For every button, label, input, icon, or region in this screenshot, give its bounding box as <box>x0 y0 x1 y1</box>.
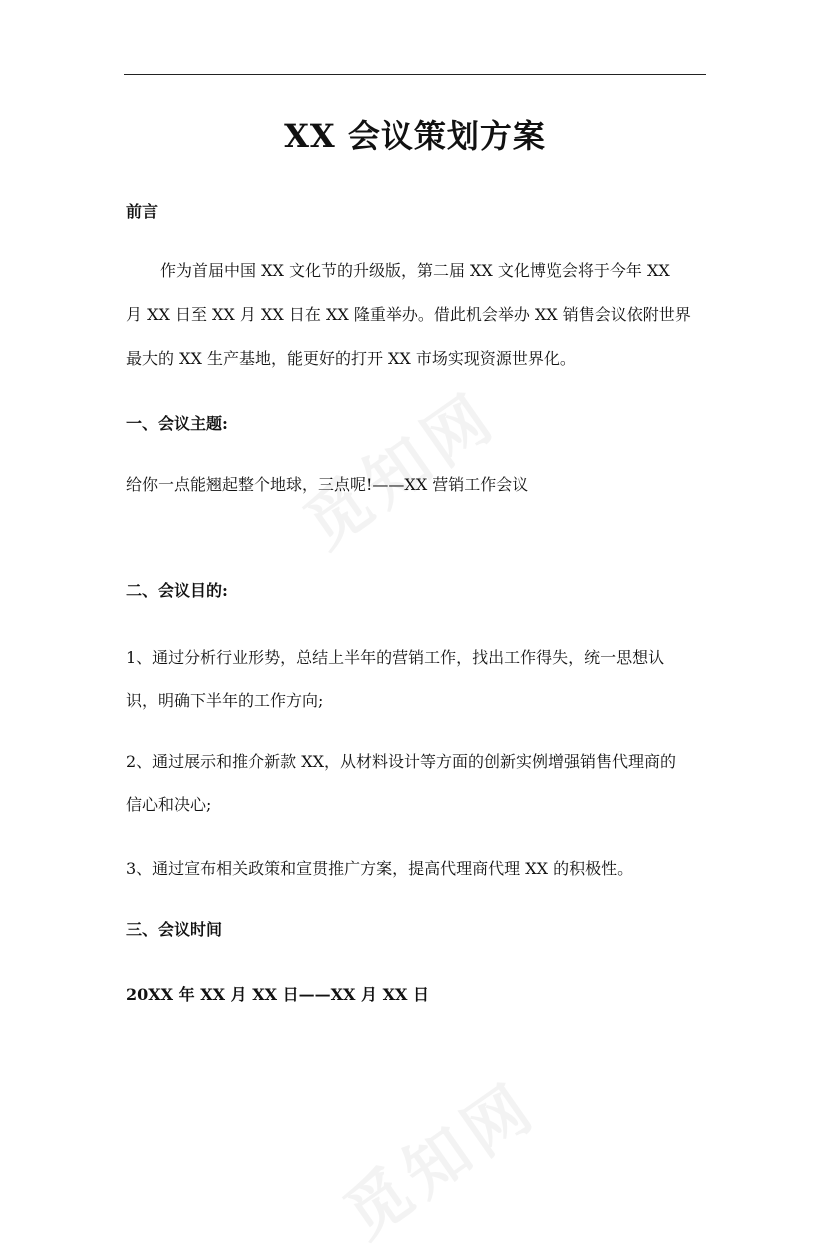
goal-item-1-line: 识，明确下半年的工作方向; <box>126 691 324 710</box>
goal-item-2-line: 信心和决心; <box>126 795 212 814</box>
page-title: XX 会议策划方案 <box>284 117 546 155</box>
preface-line: 作为首届中国 XX 文化节的升级版，第二届 XX 文化博览会将于今年 XX <box>160 261 670 280</box>
preface-line: 月 XX 日至 XX 月 XX 日在 XX 隆重举办。借此机会举办 XX 销售会议依附世界 <box>126 305 691 324</box>
preface-heading: 前言 <box>126 202 159 221</box>
goal-item-2-line: 2、通过展示和推介新款 XX，从材料设计等方面的创新实例增强销售代理商的 <box>126 752 677 771</box>
section2-heading: 二、会议目的: <box>126 581 228 600</box>
section1-text: 给你一点能翘起整个地球，三点呢!——XX 营销工作会议 <box>126 475 529 494</box>
meeting-date: 20XX 年 XX 月 XX 日——XX 月 XX 日 <box>126 985 429 1004</box>
goal-item-3-line: 3、通过宣布相关政策和宣贯推广方案，提高代理商代理 XX 的积极性。 <box>126 859 634 878</box>
goal-item-1-line: 1、通过分析行业形势，总结上半年的营销工作，找出工作得失，统一思想认 <box>126 648 665 667</box>
watermark <box>323 1056 553 1255</box>
section1-heading: 一、会议主题: <box>126 414 228 433</box>
preface-line: 最大的 XX 生产基地，能更好的打开 XX 市场实现资源世界化。 <box>126 349 576 368</box>
watermark <box>283 366 513 565</box>
section3-heading: 三、会议时间 <box>126 920 223 939</box>
header-rule <box>124 74 706 75</box>
